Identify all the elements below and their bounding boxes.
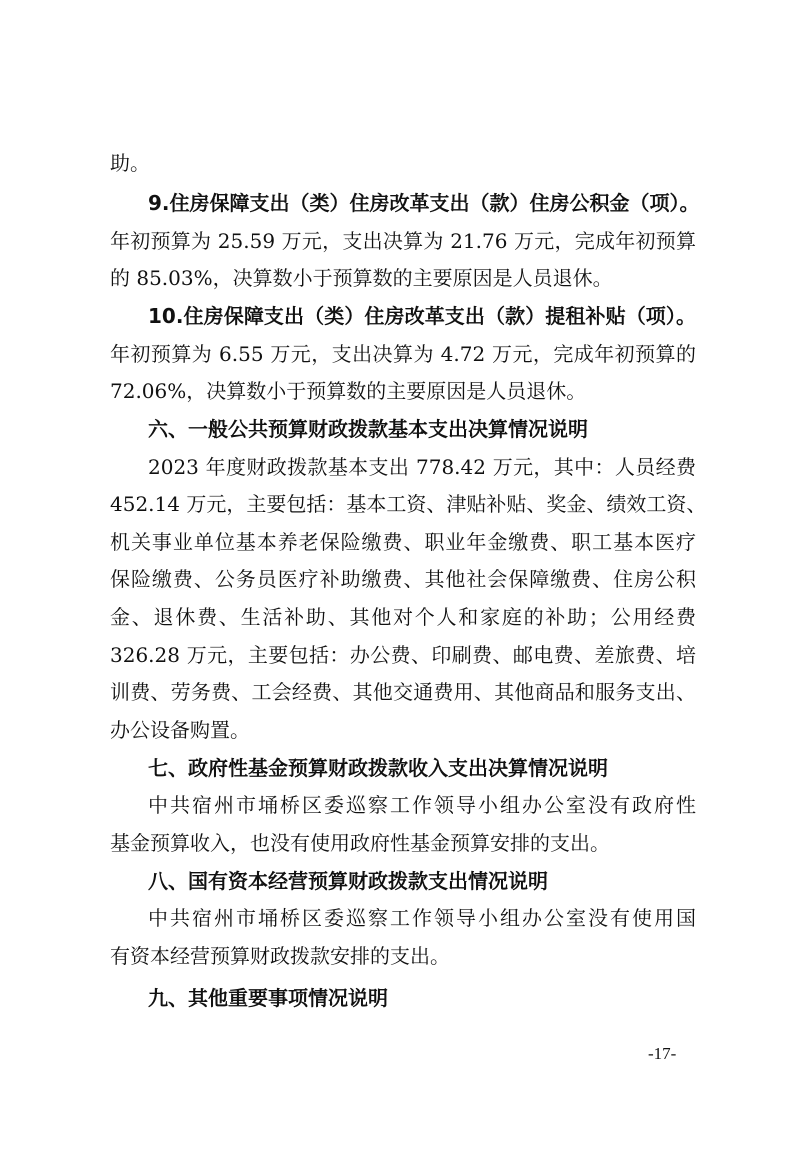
section-heading: 六、一般公共预算财政拨款基本支出决算情况说明 xyxy=(148,417,588,441)
section-heading: 八、国有资本经营预算财政拨款支出情况说明 xyxy=(148,869,548,893)
text-line: 326.28 万元，主要包括：办公费、印刷费、邮电费、差旅费、培 xyxy=(110,643,696,667)
text-line: 办公设备购置。 xyxy=(110,718,250,742)
text-line: 的 85.03%，决算数小于预算数的主要原因是人员退休。 xyxy=(110,266,613,290)
text-line: 年初预算为 25.59 万元，支出决算为 21.76 万元，完成年初预算 xyxy=(110,229,696,253)
section-heading: 九、其他重要事项情况说明 xyxy=(148,986,388,1010)
section-heading: 七、政府性基金预算财政拨款收入支出决算情况说明 xyxy=(148,756,608,780)
text-line: 基金预算收入，也没有使用政府性基金预算安排的支出。 xyxy=(110,831,610,855)
text-line: 2023 年度财政拨款基本支出 778.42 万元，其中：人员经费 xyxy=(148,455,696,479)
text-line: 训费、劳务费、工会经费、其他交通费用、其他商品和服务支出、 xyxy=(110,680,696,704)
text-line: 中共宿州市埇桥区委巡察工作领导小组办公室没有使用国 xyxy=(148,906,696,930)
text-line: 助。 xyxy=(110,151,150,175)
item-heading: 10.住房保障支出（类）住房改革支出（款）提租补贴（项）。 xyxy=(148,304,696,328)
text-line: 年初预算为 6.55 万元，支出决算为 4.72 万元，完成年初预算的 xyxy=(110,342,696,366)
text-line: 金、退休费、生活补助、其他对个人和家庭的补助；公用经费 xyxy=(110,605,696,629)
text-line: 452.14 万元，主要包括：基本工资、津贴补贴、奖金、绩效工资、 xyxy=(110,492,707,516)
page-number: -17- xyxy=(648,1044,677,1063)
text-line: 有资本经营预算财政拨款安排的支出。 xyxy=(110,944,450,968)
text-line: 机关事业单位基本养老保险缴费、职业年金缴费、职工基本医疗 xyxy=(110,530,696,554)
item-heading: 9.住房保障支出（类）住房改革支出（款）住房公积金（项）。 xyxy=(148,191,700,215)
text-line: 72.06%，决算数小于预算数的主要原因是人员退休。 xyxy=(110,379,587,403)
text-line: 保险缴费、公务员医疗补助缴费、其他社会保障缴费、住房公积 xyxy=(110,567,696,591)
text-line: 中共宿州市埇桥区委巡察工作领导小组办公室没有政府性 xyxy=(148,793,696,817)
